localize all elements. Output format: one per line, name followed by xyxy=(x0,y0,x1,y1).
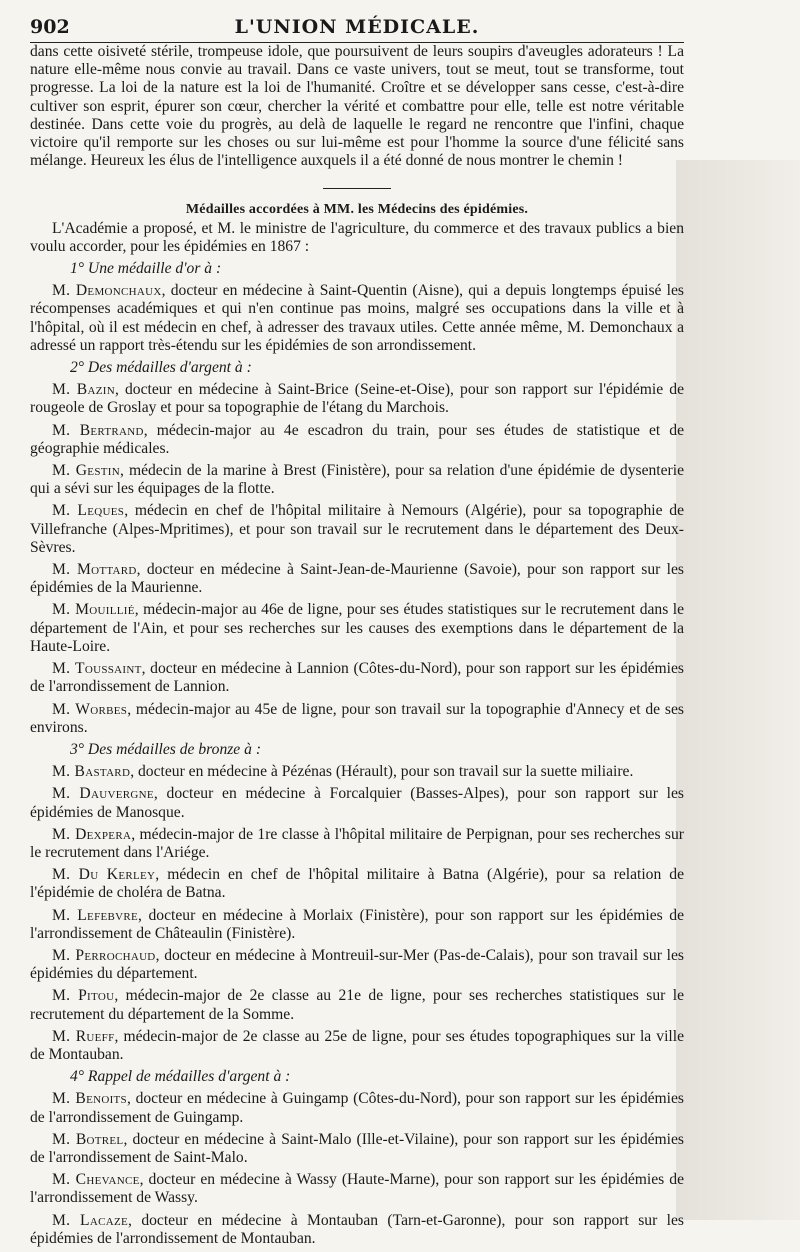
recipient-name: M. Chevance xyxy=(52,1171,140,1189)
lead-paragraph: L'Académie a proposé, et M. le ministre de l'agriculture, du commerce et des travaux publics a bien voulu accorder, pour les épidémies en 1867 : xyxy=(30,219,684,255)
recipient-description: , médecin en chef de l'hôpital militaire à Batna (Algérie), pour sa relation de l'épidémie de choléra de Batna. xyxy=(30,866,684,902)
award-entry xyxy=(30,947,684,983)
award-entry xyxy=(30,701,684,737)
award-entry xyxy=(30,381,684,417)
recipient-name: M. Toussaint xyxy=(52,660,142,678)
recipient-name: M. Lacaze xyxy=(52,1211,129,1229)
award-entry xyxy=(30,987,684,1023)
recipient-name: M. Benoits xyxy=(52,1090,127,1108)
recipient-name: M. Bazin xyxy=(52,381,115,399)
recipient-description: , docteur en médecine à Guingamp (Côtes-du-Nord), pour son rapport sur les épidémies de l'arrondissement de Guingamp. xyxy=(30,1090,685,1126)
recipient-description: , docteur en médecine à Saint-Jean-de-Maurienne (Savoie), pour son rapport sur les épidémies de la Maurienne. xyxy=(30,561,684,597)
recipient-description: , docteur en médecine à Lannion (Côtes-du-Nord), pour son rapport sur les épidémies de l'arrondissement de Lannion. xyxy=(30,660,684,696)
award-entry xyxy=(30,907,684,943)
recipient-name: M. Perrochaud xyxy=(52,946,156,964)
award-entry xyxy=(30,1090,684,1126)
recipient-name: M. Pitou xyxy=(52,987,115,1005)
recipient-name: M. Mouillié xyxy=(52,601,135,619)
recipient-description: , docteur en médecine à Montauban (Tarn-et-Garonne), pour son rapport sur les épidémies de l'arrondissement de Montauban. xyxy=(30,1211,684,1247)
recipient-description: , docteur en médecine à Wassy (Haute-Marne), pour son rapport sur les épidémies de l'arrondissement de Wassy. xyxy=(30,1171,684,1207)
recipient-name: M. Lefebvre xyxy=(52,906,139,924)
award-group-title: 3° Des médailles de bronze à : xyxy=(70,740,262,758)
recipient-name: M. Worbes xyxy=(52,700,128,718)
section-heading: Médailles accordées à MM. les Médecins des épidémies. xyxy=(185,202,529,218)
award-entry xyxy=(30,422,684,458)
recipient-name: M. Rueff xyxy=(52,1027,115,1045)
recipient-name: M. Du Kerley xyxy=(52,866,156,884)
award-group-title: 4° Rappel de médailles d'argent à : xyxy=(70,1068,291,1086)
award-group-title: 2° Des médailles d'argent à : xyxy=(70,359,252,377)
recipient-description: , docteur en médecine à Forcalquier (Basses-Alpes), pour son rapport sur les épidémies de Manosque. xyxy=(30,785,684,821)
running-title: L'UNION MÉDICALE. xyxy=(234,16,480,38)
recipient-description: , médecin-major au 4e escadron du train, pour ses études de statistique et de géographie médicales. xyxy=(30,421,684,457)
recipient-description: , docteur en médecine à Saint-Malo (Ille-et-Vilaine), pour son rapport sur les épidémies de l'arrondissement de Saint-Malo. xyxy=(30,1130,684,1166)
award-entry xyxy=(30,1028,684,1064)
page-number: 902 xyxy=(30,16,70,38)
recipient-name: M. Dexpera xyxy=(52,825,132,843)
award-entry xyxy=(30,1131,684,1167)
article-body xyxy=(30,43,684,1248)
award-groups xyxy=(30,260,684,1248)
recipient-description: , médecin-major de 2e classe au 25e de ligne, pour ses études topographiques sur la ville de Montauban. xyxy=(30,1027,684,1063)
recipient-description: , docteur en médecine à Morlaix (Finistère), pour son rapport sur les épidémies de l'arrondissement de Châteaulin (Finistère). xyxy=(30,906,684,942)
award-entry xyxy=(30,561,684,597)
recipient-name: M. Demonchaux xyxy=(52,282,162,300)
award-entry xyxy=(30,601,684,656)
award-entry xyxy=(30,785,684,821)
recipient-description: , docteur en médecine à Pézénas (Hérault), pour son travail sur la suette miliaire. xyxy=(130,763,634,781)
award-entry xyxy=(30,1212,684,1248)
recipient-name: M. Bastard xyxy=(52,763,131,781)
award-entry xyxy=(30,502,684,557)
award-entry xyxy=(30,1171,684,1207)
recipient-name: M. Leques xyxy=(52,502,125,520)
recipient-description: , médecin-major au 46e de ligne, pour ses études statistiques sur le recrutement dans le département de l'Ain, et pour ses recherches sur les causes des exemptions dans le département de la Haute-Loire. xyxy=(30,601,684,655)
intro-paragraph: dans cette oisiveté stérile, trompeuse idole, que poursuivent de leurs soupirs d'aveugles adorateurs ! La nature elle-même nous convie au travail. Dans ce vaste univers, tout se meut, tout se transforme, tout progresse. La loi de la nature est la loi de l'humanité. Croître et se développer sans cesse, c'est-à-dire cultiver son esprit, épurer son cœur, chercher la vérité et combattre pour elle, telle est notre véritable destinée. Dans cette voie du progrès, au delà de laquelle le regard ne rencontre que l'infini, chaque victoire qu'il remporte sur les choses ou sur lui-même est pour l'homme la source d'une félicité sans mélange. Heureux les élus de l'intelligence auxquels il a été donné de nous montrer le chemin ! xyxy=(30,43,684,170)
recipient-description: , docteur en médecine à Saint-Brice (Seine-et-Oise), pour son rapport sur l'épidémie de rougeole de Groslay et pour sa topographie de l'étang du Marchois. xyxy=(30,381,684,417)
award-entry xyxy=(30,660,684,696)
recipient-description: , médecin-major de 1re classe à l'hôpital militaire de Perpignan, pour ses recherches sur le recrutement dans l'Ariége. xyxy=(30,825,684,861)
recipient-name: M. Mottard xyxy=(52,561,137,579)
running-header xyxy=(30,14,684,43)
recipient-description: , docteur en médecine à Saint-Quentin (Aisne), qui a depuis longtemps épuisé les récompenses académiques et qui n'en continue pas moins, malgré ses occupations dans la ville et à l'hôpital, où il est médecin en chef, à adresser des travaux utiles. Cette année même, M. Demonchaux a adressé un rapport très-étendu sur les épidémies de son arrondissement. xyxy=(30,282,684,354)
recipient-name: M. Gestin xyxy=(52,462,120,480)
award-entry xyxy=(30,866,684,902)
recipient-name: M. Botrel xyxy=(52,1130,124,1148)
recipient-description: , médecin-major au 45e de ligne, pour son travail sur la topographie d'Annecy et de ses environs. xyxy=(30,700,684,736)
recipient-description: , médecin de la marine à Brest (Finistère), pour sa relation d'une épidémie de dysenterie qui a sévi sur les équipages de la flotte. xyxy=(30,462,684,498)
recipient-description: , docteur en médecine à Montreuil-sur-Mer (Pas-de-Calais), pour son travail sur les épidémies du département. xyxy=(30,946,684,983)
award-entry xyxy=(30,826,684,862)
recipient-name: M. Bertrand xyxy=(52,421,144,439)
section-divider xyxy=(323,188,391,189)
facing-page-bleed xyxy=(676,160,800,1220)
page xyxy=(30,14,684,1252)
recipient-description: , médecin en chef de l'hôpital militaire à Nemours (Algérie), pour sa topographie de Villefranche (Alpes-Mpritimes), et pour son travail sur le recrutement dans le département des Deux-Sèvres. xyxy=(30,502,684,556)
recipient-name: M. Dauvergne xyxy=(52,785,154,803)
award-entry xyxy=(30,763,684,781)
award-entry xyxy=(30,282,684,355)
recipient-description: , médecin-major de 2e classe au 21e de ligne, pour ses recherches statistiques sur le recrutement du département de la Somme. xyxy=(30,987,684,1023)
award-entry xyxy=(30,462,684,498)
award-group-title: 1° Une médaille d'or à : xyxy=(70,260,222,278)
